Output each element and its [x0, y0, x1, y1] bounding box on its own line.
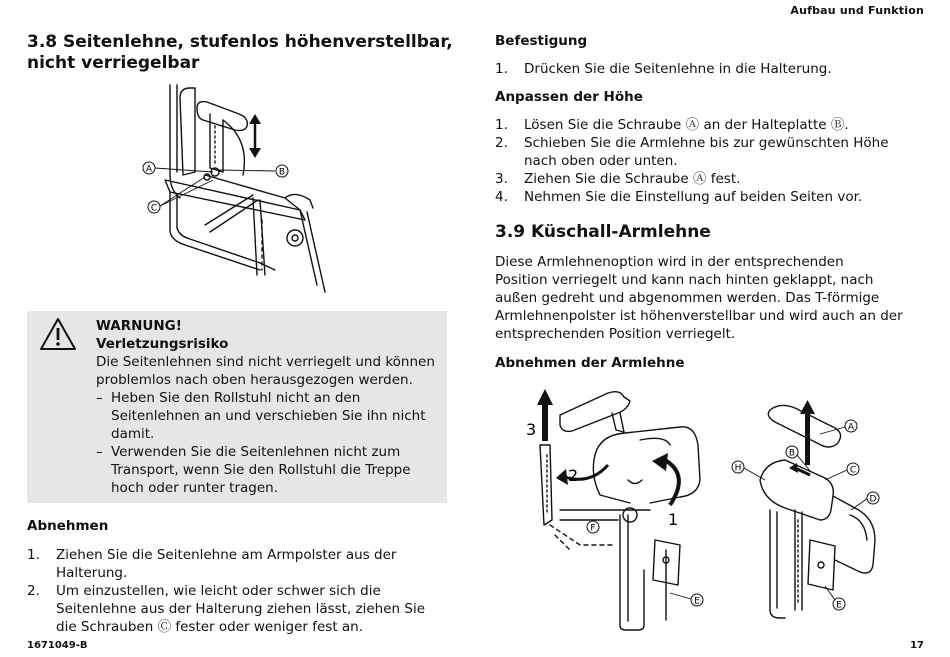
doc-number: 1671049-B — [27, 640, 88, 651]
anpassen-heading: Anpassen der Höhe — [495, 89, 643, 105]
section-3-8-title-line2: nicht verriegelbar — [27, 53, 200, 73]
abnehmen-heading: Abnehmen — [27, 518, 109, 534]
warning-bullet-line: hoch oder runter tragen. — [111, 480, 279, 496]
page-number: 17 — [910, 640, 924, 651]
step-line: Halterung. — [56, 565, 128, 581]
step-line: Nehmen Sie die Einstellung auf beiden Seiten vor. — [524, 189, 863, 205]
warning-bullet-line: Seitenlehnen an und verschieben Sie ihn nicht — [111, 408, 426, 424]
befestigung-heading: Befestigung — [495, 33, 588, 49]
step-label-3: 3 — [526, 420, 537, 439]
paragraph-line: außen gedreht und abgenommen werden. Das T-förmige — [495, 290, 880, 306]
step-number: 3. — [495, 171, 508, 187]
step-line: Um einzustellen, wie leicht oder schwer sich die — [56, 583, 381, 599]
figure-label-a: A — [847, 422, 855, 433]
figure-label-b: B — [788, 448, 796, 459]
step-number: 2. — [495, 135, 508, 151]
figure-label-e: E — [836, 600, 842, 611]
figure-label-f: F — [590, 523, 596, 534]
bullet-dash: – — [96, 444, 103, 460]
step-number: 4. — [495, 189, 508, 205]
step-number: 1. — [27, 547, 40, 563]
warning-text-line: problemlos nach oben herausgezogen werden. — [96, 372, 413, 388]
figure-label-c: C — [150, 203, 158, 214]
paragraph-line: Armlehnenpolster ist höhenverstellbar und wird auch an der — [495, 308, 903, 324]
armrest-removal-figure-right — [725, 400, 895, 625]
figure-label-h: H — [734, 463, 742, 474]
step-number: 1. — [495, 117, 508, 133]
step-line: Drücken Sie die Seitenlehne in die Halterung. — [524, 61, 832, 77]
armrest-height-figure — [135, 80, 365, 302]
step-item — [27, 546, 447, 582]
section-3-9-paragraph — [495, 253, 920, 343]
section-3-8-title-line1: 3.8 Seitenlehne, stufenlos höhenverstellbar, — [27, 32, 453, 52]
step-line: Ziehen Sie die Seitenlehne am Armpolster aus der — [56, 547, 397, 563]
warning-bullet-line: Verwenden Sie die Seitenlehnen nicht zum — [111, 444, 401, 460]
warning-bullet — [96, 443, 441, 497]
warning-heading: WARNUNG! — [96, 318, 182, 334]
warning-bullet — [96, 389, 441, 443]
step-line: Lösen Sie die Schraube Ⓐ an der Halteplatte Ⓑ. — [524, 117, 849, 133]
step-line: Ziehen Sie die Schraube Ⓐ fest. — [524, 171, 741, 187]
paragraph-line: Position verriegelt und kann nach hinten geklappt, nach — [495, 272, 874, 288]
step-line: die Schrauben Ⓒ fester oder weniger fest an. — [56, 619, 364, 635]
figure-label-a: A — [145, 164, 153, 175]
befestigung-steps — [495, 60, 920, 78]
warning-bullet-line: Transport, wenn Sie den Rollstuhl die Treppe — [111, 462, 411, 478]
bullet-dash: – — [96, 390, 103, 406]
figure-label-b: B — [278, 167, 286, 178]
warning-text-line: Die Seitenlehnen sind nicht verriegelt und können — [96, 354, 435, 370]
step-item — [495, 116, 920, 134]
armrest-removal-figure-left — [520, 385, 715, 635]
step-number: 1. — [495, 61, 508, 77]
step-label-1: 1 — [668, 510, 679, 529]
step-item — [495, 60, 920, 78]
warning-triangle-icon — [39, 317, 77, 351]
figure-label-d: D — [869, 494, 877, 505]
running-header: Aufbau und Funktion — [790, 4, 924, 17]
step-number: 2. — [27, 583, 40, 599]
step-line: Seitenlehne aus der Halterung ziehen lässt, ziehen Sie — [56, 601, 426, 617]
warning-bullet-line: Heben Sie den Rollstuhl nicht an den — [111, 390, 361, 406]
warning-box — [27, 311, 447, 503]
anpassen-steps — [495, 116, 920, 206]
section-3-9-title: 3.9 Küschall-Armlehne — [495, 222, 711, 242]
paragraph-line: entsprechenden Position verriegelt. — [495, 326, 736, 342]
step-item — [495, 134, 920, 170]
figure-label-e: E — [694, 596, 700, 607]
abnehmen-steps — [27, 546, 447, 636]
figure-label-c: C — [849, 465, 857, 476]
step-label-2: 2 — [568, 466, 579, 485]
warning-bullet-line: damit. — [111, 426, 155, 442]
step-item — [27, 582, 447, 636]
step-item — [495, 170, 920, 188]
warning-subheading: Verletzungsrisiko — [96, 336, 229, 352]
paragraph-line: Diese Armlehnenoption wird in der entsprechenden — [495, 254, 844, 270]
abnehmen-armlehne-heading: Abnehmen der Armlehne — [495, 355, 685, 371]
step-line: Schieben Sie die Armlehne bis zur gewünschten Höhe — [524, 135, 889, 151]
step-item — [495, 188, 920, 206]
step-line: nach oben oder unten. — [524, 153, 678, 169]
